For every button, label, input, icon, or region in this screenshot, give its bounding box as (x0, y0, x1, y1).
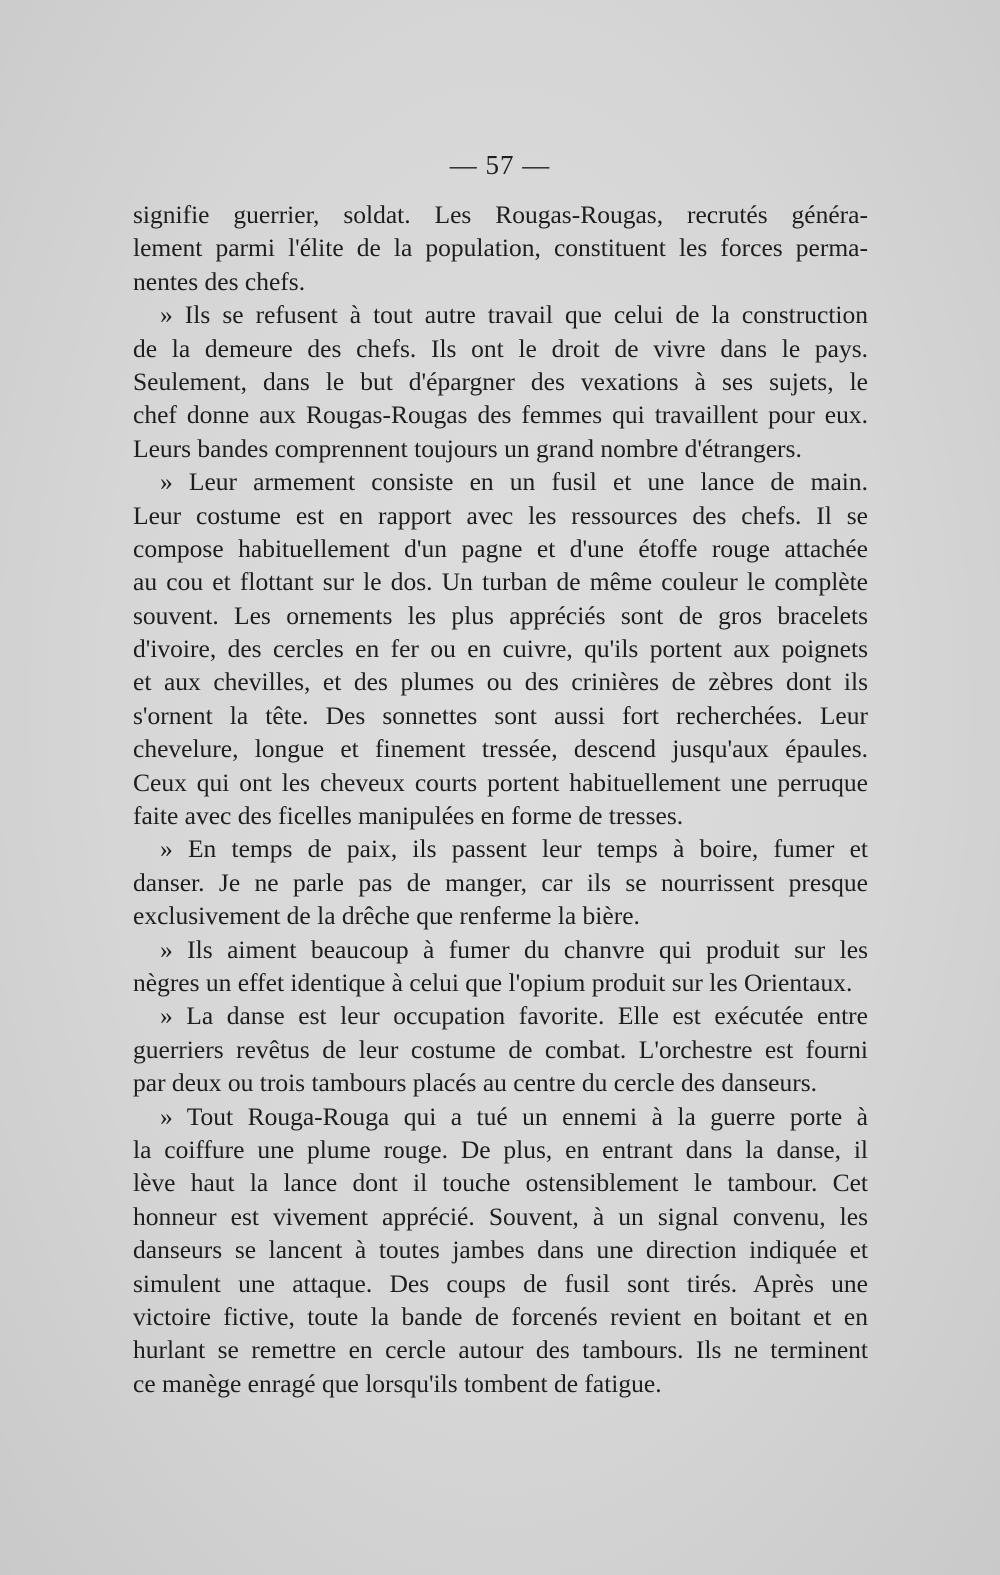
text-line: » Ils se refusent à tout autre travail que celui de la construction (160, 300, 868, 330)
text-line: lement parmi l'élite de la population, constituent les forces perma- (133, 233, 868, 263)
text-line: victoire fictive, toute la bande de forcenés revient en boitant et en (133, 1301, 868, 1331)
text-line: danseurs se lancent à toutes jambes dans une direction indiquée et (133, 1235, 868, 1265)
text-line: Seulement, dans le but d'épargner des vexations à ses sujets, le (133, 366, 868, 396)
text-line: la coiffure une plume rouge. De plus, en entrant dans la danse, il (133, 1134, 868, 1164)
text-line: au cou et flottant sur le dos. Un turban de même couleur le complète (133, 567, 868, 597)
text-line: honneur est vivement apprécié. Souvent, à un signal convenu, les (133, 1201, 868, 1231)
text-line: » Tout Rouga-Rouga qui a tué un ennemi à la guerre porte à (160, 1101, 868, 1131)
text-line: faite avec des ficelles manipulées en forme de tresses. (133, 801, 684, 831)
text-line: Leur costume est en rapport avec les ressources des chefs. Il se (133, 500, 868, 530)
text-line: Ceux qui ont les cheveux courts portent habituellement une perruque (133, 767, 868, 797)
text-line: signifie guerrier, soldat. Les Rougas-Rougas, recrutés généra- (133, 200, 868, 229)
page-number: — 57 — (449, 150, 551, 180)
text-line: d'ivoire, des cercles en fer ou en cuivre, qu'ils portent aux poignets (133, 634, 868, 664)
text-line: de la demeure des chefs. Ils ont le droit de vivre dans le pays. (133, 333, 868, 363)
text-line: chevelure, longue et finement tressée, descend jusqu'aux épaules. (133, 734, 868, 764)
text-line: ce manège enragé que lorsqu'ils tombent de fatigue. (133, 1368, 662, 1398)
text-line: chef donne aux Rougas-Rougas des femmes qui travaillent pour eux. (133, 400, 868, 430)
text-line: nègres un effet identique à celui que l'opium produit sur les Orientaux. (133, 967, 853, 997)
text-line: danser. Je ne parle pas de manger, car ils se nourrissent presque (133, 867, 868, 897)
text-line: souvent. Les ornements les plus appréciés sont de gros bracelets (133, 600, 868, 630)
text-line: Leurs bandes comprennent toujours un grand nombre d'étrangers. (133, 433, 802, 463)
text-line: compose habituellement d'un pagne et d'une étoffe rouge attachée (133, 533, 868, 563)
text-line: et aux chevilles, et des plumes ou des crinières de zèbres dont ils (133, 667, 868, 697)
text-line: » Leur armement consiste en un fusil et une lance de main. (160, 467, 868, 497)
text-line: nentes des chefs. (133, 266, 306, 296)
text-line: » En temps de paix, ils passent leur temps à boire, fumer et (160, 834, 868, 864)
text-line: par deux ou trois tambours placés au centre du cercle des danseurs. (133, 1068, 817, 1098)
body-text (133, 198, 868, 1400)
text-line: s'ornent la tête. Des sonnettes sont aussi fort recherchées. Leur (133, 700, 868, 730)
text-line: simulent une attaque. Des coups de fusil sont tirés. Après une (133, 1268, 868, 1298)
text-line: lève haut la lance dont il touche ostensiblement le tambour. Cet (133, 1168, 868, 1198)
text-line: hurlant se remettre en cercle autour des tambours. Ils ne terminent (133, 1335, 868, 1365)
text-line: » Ils aiment beaucoup à fumer du chanvre qui produit sur les (160, 934, 868, 964)
text-line: » La danse est leur occupation favorite. Elle est exécutée entre (160, 1001, 868, 1031)
text-line: exclusivement de la drêche que renferme la bière. (133, 901, 640, 931)
text-line: guerriers revêtus de leur costume de combat. L'orchestre est fourni (133, 1034, 868, 1064)
